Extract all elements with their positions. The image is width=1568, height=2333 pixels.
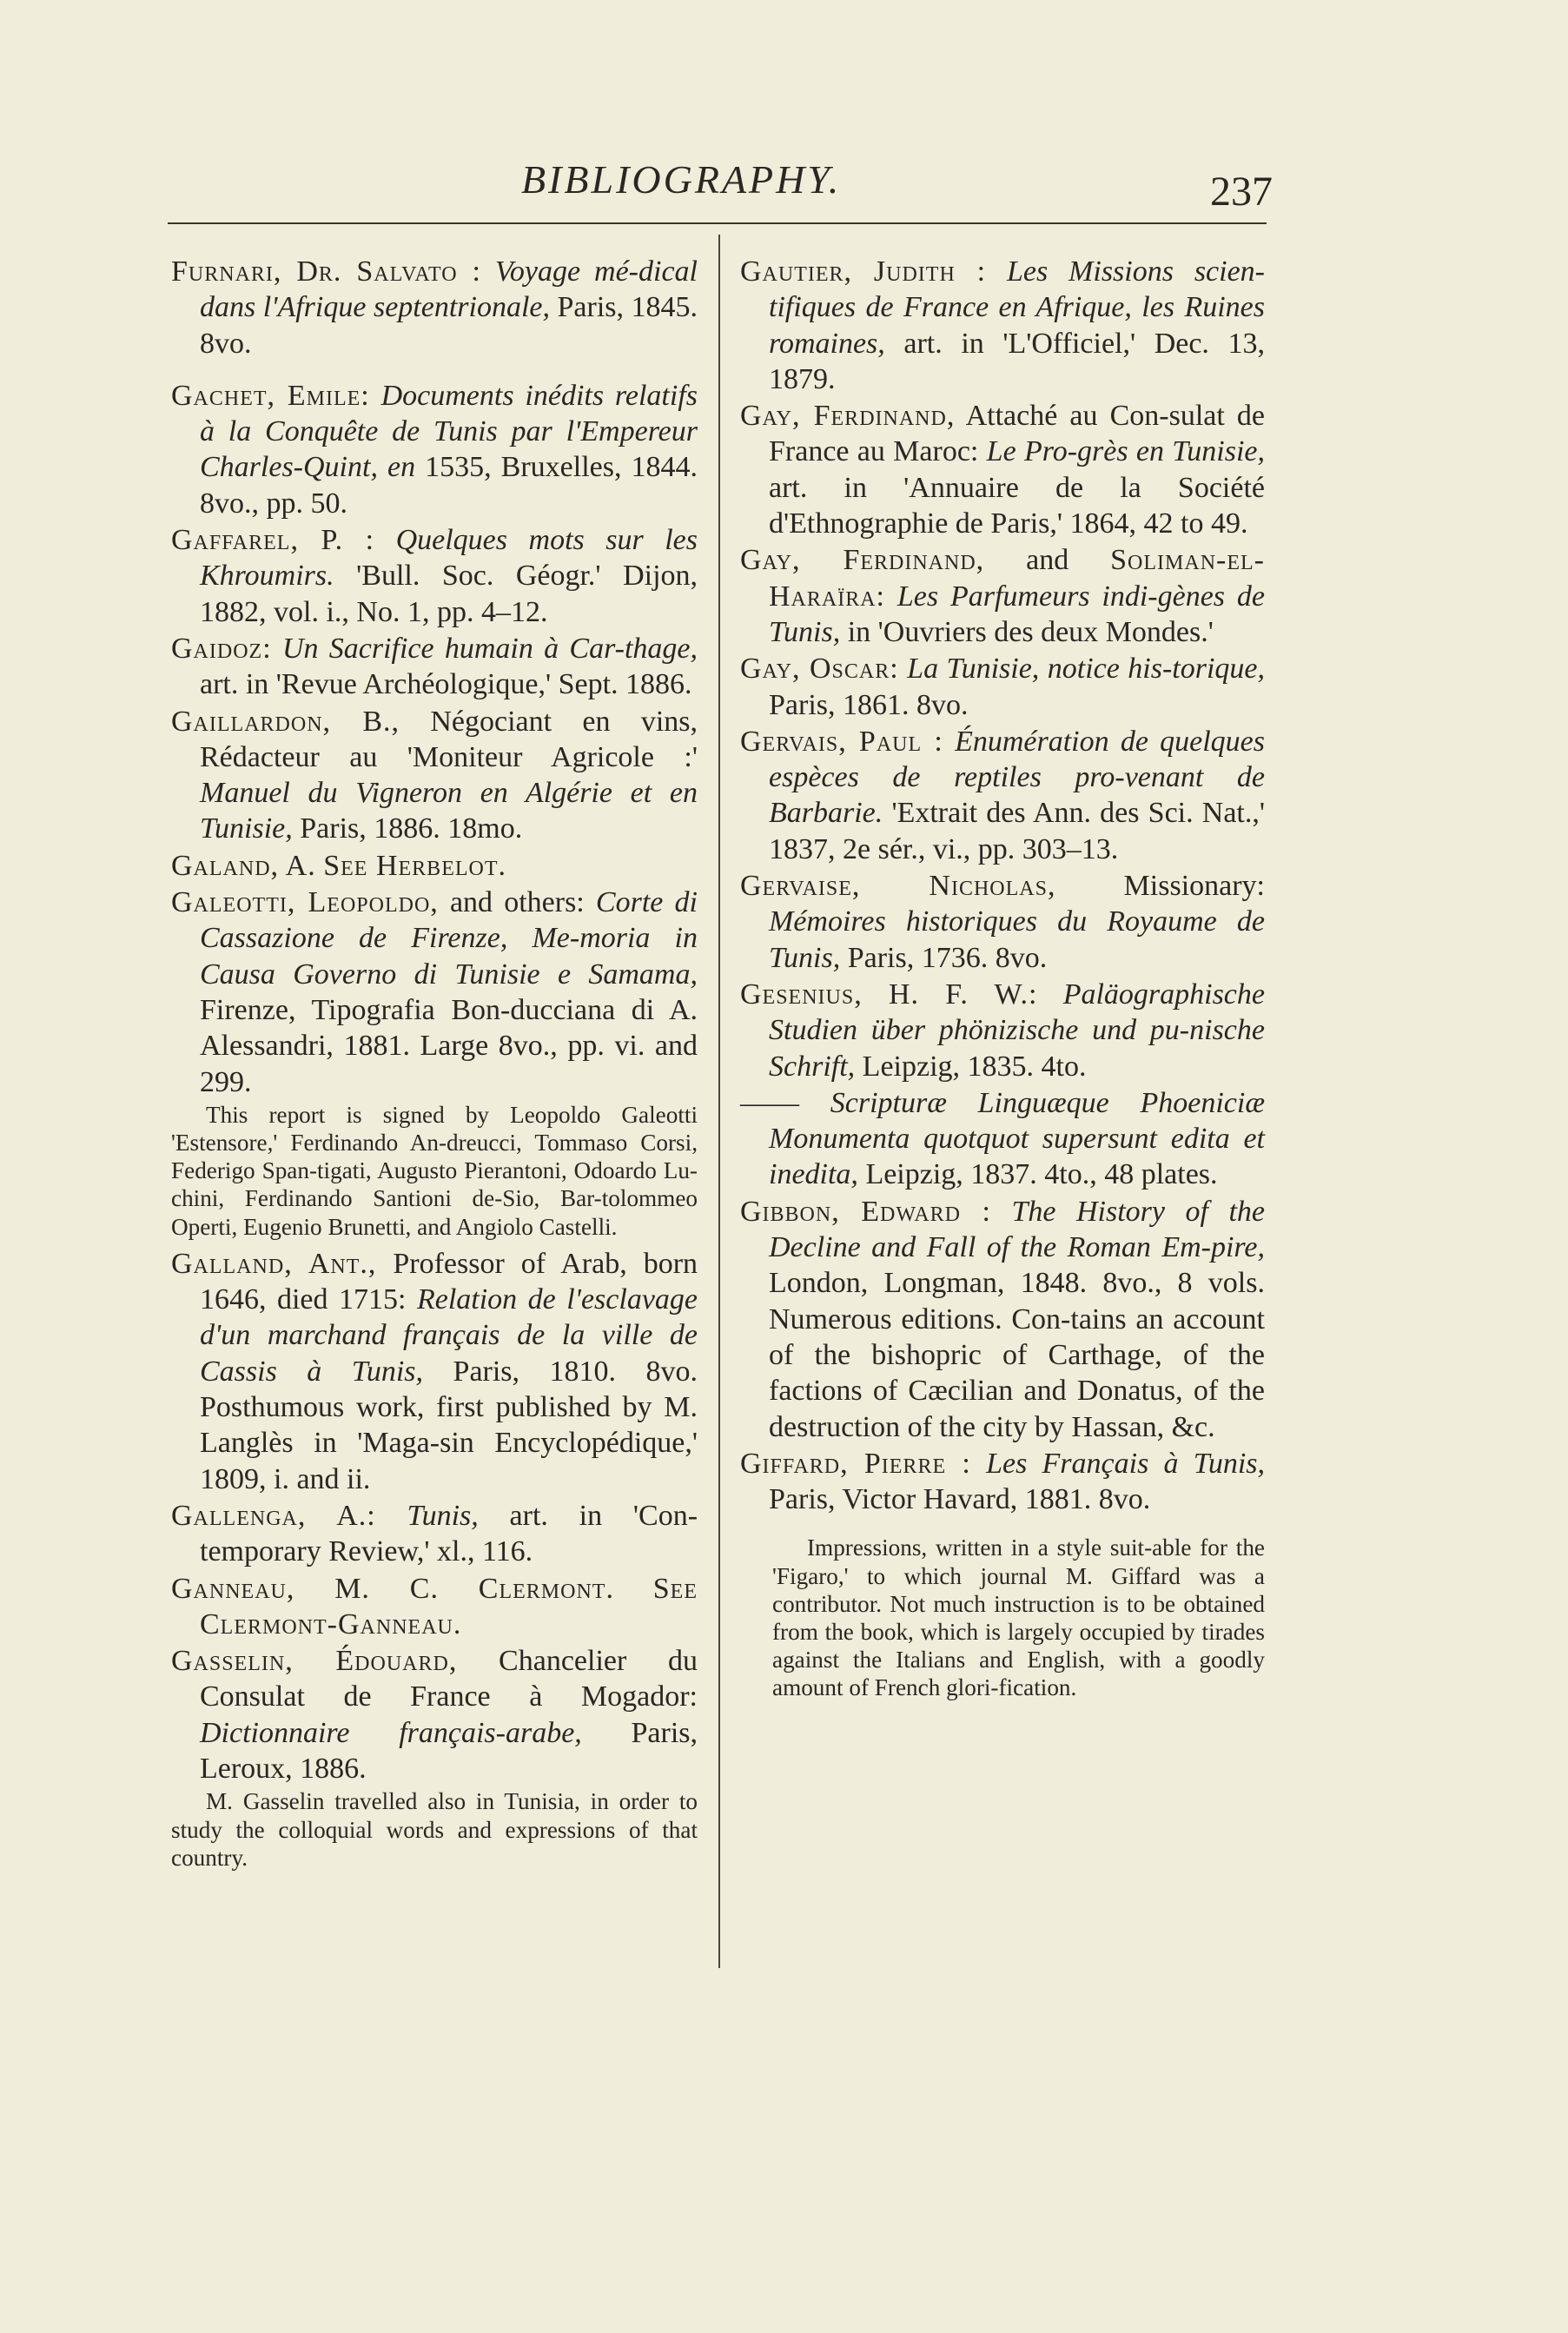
bib-entry: Ganneau, M. C. Clermont. See Clermont-Ganneau. bbox=[171, 1572, 698, 1640]
bib-entry: Galland, Ant., Professor of Arab, born 1646, died 1715: Relation de l'esclavage d'un marchand français de la ville de Cassis à Tunis, Paris, 1810. 8vo. Posthumous work, first published by M. Langlès in 'Maga-sin Encyclopédique,' 1809, i. and ii. bbox=[171, 1247, 698, 1495]
bib-entry: Gautier, Judith : Les Missions scien-tifiques de France en Afrique, les Ruines romaines, art. in 'L'Officiel,' Dec. 13, 1879. bbox=[740, 255, 1266, 395]
bib-entry: Furnari, Dr. Salvato : Voyage mé-dical dans l'Afrique septentrionale, Paris, 1845. 8vo. bbox=[171, 255, 698, 360]
header-rule bbox=[168, 222, 1267, 224]
bib-entry: Gervaise, Nicholas, Missionary: Mémoires historiques du Royaume de Tunis, Paris, 1736. 8vo. bbox=[740, 870, 1265, 974]
bib-entry: Gaffarel, P. : Quelques mots sur les Khroumirs. 'Bull. Soc. Géogr.' Dijon, 1882, vol. i., No. 1, pp. 4–12. bbox=[171, 524, 698, 628]
bib-entry: Gasselin, Édouard, Chancelier du Consulat de France à Mogador: Dictionnaire français-arabe, Paris, Leroux, 1886. bbox=[171, 1645, 698, 1785]
bib-entry: Gachet, Emile: Documents inédits relatifs à la Conquête de Tunis par l'Empereur Charles-Quint, en 1535, Bruxelles, 1844. 8vo., pp. 50. bbox=[171, 379, 698, 520]
bib-entry: Gesenius, H. F. W.: Paläographische Studien über phönizische und pu-nische Schrift, Leipzig, 1835. 4to. bbox=[740, 978, 1265, 1083]
bib-entry: Gaidoz: Un Sacrifice humain à Car-thage, art. in 'Revue Archéologique,' Sept. 1886. bbox=[171, 632, 698, 701]
bib-entry: Gay, Oscar: La Tunisie, notice his-torique, Paris, 1861. 8vo. bbox=[740, 653, 1265, 721]
bib-entry: Gay, Ferdinand, and Soliman-el-Haraïra: Les Parfumeurs indi-gènes de Tunis, in 'Ouvriers des deux Mondes.' bbox=[740, 544, 1266, 648]
column-divider bbox=[718, 235, 720, 1968]
bib-note: This report is signed by Leopoldo Galeotti 'Estensore,' Ferdinando An-dreucci, Tommaso Corsi, Federigo Span-tigati, Augusto Pierantoni, Odoardo Lu-chini, Ferdinando Santioni de-Sio, Bar-tolommeo Operti, Eugenio Brunetti, and Angiolo Castelli. bbox=[171, 1101, 698, 1240]
running-title: BIBLIOGRAPHY. bbox=[521, 157, 842, 202]
left-column bbox=[171, 254, 698, 1877]
bib-entry: Galand, A. See Herbelot. bbox=[171, 849, 507, 882]
bib-entry: Gervais, Paul : Énumération de quelques espèces de reptiles pro-venant de Barbarie. 'Extrait des Ann. des Sci. Nat.,' 1837, 2e sér., vi., pp. 303–13. bbox=[740, 725, 1266, 865]
right-column bbox=[740, 254, 1265, 1707]
bib-note: Impressions, written in a style suit-able for the 'Figaro,' to which journal M. Giffard was a contributor. Not much instruction is to be obtained from the book, which is largely occupied by tirades against the Italians and English, with a goodly amount of French glori-fication. bbox=[772, 1534, 1265, 1701]
bib-entry: Giffard, Pierre : Les Français à Tunis, Paris, Victor Havard, 1881. 8vo. bbox=[740, 1447, 1265, 1516]
page-number: 237 bbox=[1210, 169, 1273, 215]
bib-note: M. Gasselin travelled also in Tunisia, in order to study the colloquial words and expressions of that country. bbox=[171, 1788, 698, 1871]
bib-entry: Gibbon, Edward : The History of the Decline and Fall of the Roman Em-pire, London, Longman, 1848. 8vo., 8 vols. Numerous editions. Con-tains an account of the bishopric of Carthage, of the factions of Cæcilian and Donatus, of the destruction of the city by Hassan, &c. bbox=[740, 1195, 1266, 1443]
bib-entry: Galeotti, Leopoldo, and others: Corte di Cassazione de Firenze, Me-moria in Causa Governo di Tunisie e Samama, Firenze, Tipografia Bon-ducciana di A. Alessandri, 1881. Large 8vo., pp. vi. and 299. bbox=[171, 886, 698, 1098]
bib-entry: Gallenga, A.: Tunis, art. in 'Con-temporary Review,' xl., 116. bbox=[171, 1499, 698, 1568]
bib-entry: Gaillardon, B., Négociant en vins, Rédacteur au 'Moniteur Agricole :' Manuel du Vigneron en Algérie et en Tunisie, Paris, 1886. 18mo. bbox=[171, 705, 698, 845]
bib-entry: —— Scripturæ Linguæque Phoeniciæ Monumenta quotquot supersunt edita et inedita, Leipzig, 1837. 4to., 48 plates. bbox=[740, 1086, 1265, 1191]
bib-entry: Gay, Ferdinand, Attaché au Con-sulat de France au Maroc: Le Pro-grès en Tunisie, art. in 'Annuaire de la Société d'Ethnographie de Paris,' 1864, 42 to 49. bbox=[740, 400, 1266, 540]
